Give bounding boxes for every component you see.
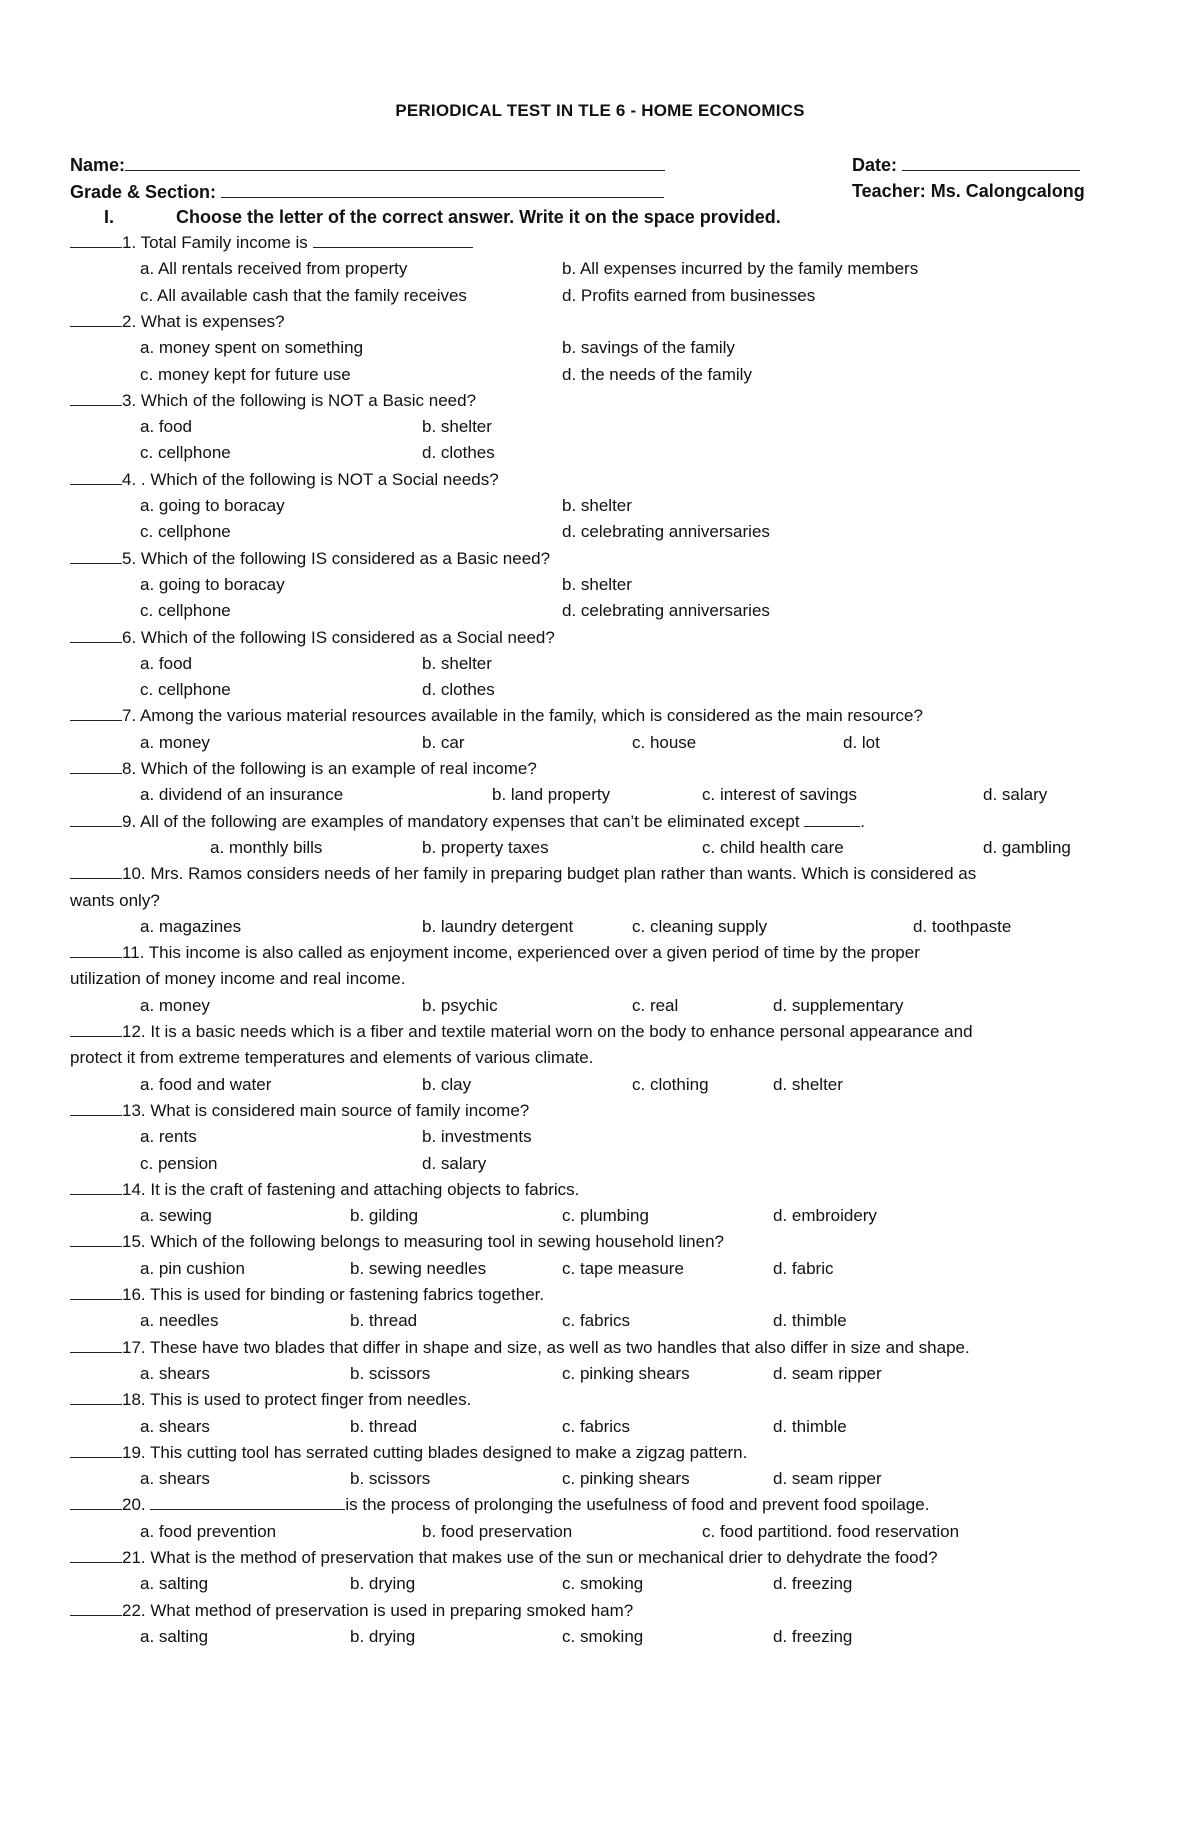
answer-option: a. rents xyxy=(140,1127,197,1147)
answer-option: b. scissors xyxy=(350,1469,431,1489)
question-text: 20. xyxy=(122,1495,151,1515)
answer-option: a. salting xyxy=(140,1574,209,1594)
answer-option: a. food prevention xyxy=(140,1521,277,1541)
question-text: 15. Which of the following belongs to measuring tool in sewing household linen? xyxy=(122,1232,724,1252)
answer-option: d. clothes xyxy=(422,443,495,463)
question-stem xyxy=(70,1494,929,1516)
answer-blank[interactable] xyxy=(70,1442,122,1458)
answer-option: b. All expenses incurred by the family members xyxy=(562,259,919,279)
answer-option: c. child health care xyxy=(702,837,844,857)
question-stem xyxy=(70,390,476,412)
section-instruction: Choose the letter of the correct answer. Write it on the space provided. xyxy=(176,207,781,227)
answer-blank[interactable] xyxy=(70,1494,122,1510)
answer-blank[interactable] xyxy=(70,1179,122,1195)
fill-in-blank[interactable] xyxy=(313,232,473,248)
answer-option: d. supplementary xyxy=(773,995,904,1015)
question-text: 4. . Which of the following is NOT a Social needs? xyxy=(122,469,499,489)
answer-option: b. investments xyxy=(422,1127,532,1147)
answer-option: c. tape measure xyxy=(562,1258,684,1278)
question-stem xyxy=(70,1337,970,1359)
question-stem xyxy=(70,811,865,833)
answer-option: d. salary xyxy=(983,785,1048,805)
question-stem xyxy=(70,1100,529,1122)
answer-blank[interactable] xyxy=(70,1600,122,1616)
answer-blank[interactable] xyxy=(70,705,122,721)
date-field-row xyxy=(852,153,1080,176)
answer-option: a. going to boracay xyxy=(140,496,285,515)
answer-option: a. money xyxy=(140,732,210,752)
answer-option: d. thimble xyxy=(773,1311,847,1331)
answer-blank[interactable] xyxy=(70,469,122,485)
answer-option: d. celebrating anniversaries xyxy=(562,601,770,621)
grade-field-row xyxy=(70,180,664,203)
question-stem xyxy=(70,1389,471,1411)
answer-option: a. sewing xyxy=(140,1206,212,1226)
question-text: 8. Which of the following is an example of real income? xyxy=(122,759,537,778)
answer-option: d. clothes xyxy=(422,680,495,700)
answer-blank[interactable] xyxy=(70,232,122,248)
answer-blank[interactable] xyxy=(70,1284,122,1300)
answer-blank[interactable] xyxy=(70,1337,122,1353)
answer-blank[interactable] xyxy=(70,758,122,774)
answer-blank[interactable] xyxy=(70,1547,122,1563)
answer-option: b. clay xyxy=(422,1074,472,1094)
question-stem xyxy=(70,1442,747,1464)
answer-option: d. seam ripper xyxy=(773,1363,882,1383)
answer-option: b. drying xyxy=(350,1626,416,1646)
fill-in-blank[interactable] xyxy=(150,1494,345,1510)
answer-option: a. shears xyxy=(140,1363,210,1383)
answer-option: a. shears xyxy=(140,1416,210,1436)
answer-option: a. magazines xyxy=(140,916,242,936)
answer-option: d. embroidery xyxy=(773,1206,877,1226)
answer-option: a. food and water xyxy=(140,1074,272,1094)
question-text: 9. All of the following are examples of mandatory expenses that can’t be eliminated except xyxy=(122,811,805,831)
answer-option: d. lot xyxy=(843,732,880,752)
question-stem xyxy=(70,548,550,570)
page-title: PERIODICAL TEST IN TLE 6 - HOME ECONOMICS xyxy=(395,101,805,120)
answer-option: a. food xyxy=(140,417,192,437)
answer-option: b. savings of the family xyxy=(562,338,735,358)
name-label: Name: xyxy=(70,155,126,175)
answer-option: c. house xyxy=(632,732,697,752)
question-text: 6. Which of the following IS considered as a Social need? xyxy=(122,627,555,647)
answer-option: d. freezing xyxy=(773,1574,853,1594)
teacher-label: Teacher: Ms. Calongcalong xyxy=(852,181,1085,201)
answer-option: b. laundry detergent xyxy=(422,916,574,936)
answer-blank[interactable] xyxy=(70,390,122,406)
question-stem xyxy=(70,311,285,333)
answer-option: c. cellphone xyxy=(140,522,231,542)
answer-option: a. dividend of an insurance xyxy=(140,785,344,805)
question-stem xyxy=(70,1231,724,1253)
question-stem xyxy=(70,469,499,491)
answer-option: a. money spent on something xyxy=(140,338,364,358)
question-continuation: protect it from extreme temperatures and elements of various climate. xyxy=(70,1048,594,1068)
answer-option: a. pin cushion xyxy=(140,1258,245,1278)
answer-option: c. All available cash that the family receives xyxy=(140,285,467,305)
question-text: 11. This income is also called as enjoyment income, experienced over a given period of time by the proper xyxy=(122,943,920,963)
answer-option: d. gambling xyxy=(983,837,1071,857)
answer-option: a. All rentals received from property xyxy=(140,259,408,279)
answer-option: b. psychic xyxy=(422,995,498,1015)
answer-blank[interactable] xyxy=(70,548,122,564)
answer-option: b. shelter xyxy=(422,653,492,673)
answer-option: d. fabric xyxy=(773,1258,834,1278)
answer-option: a. salting xyxy=(140,1626,209,1646)
answer-option: c. plumbing xyxy=(562,1206,649,1226)
answer-blank[interactable] xyxy=(70,1021,122,1037)
date-label: Date: xyxy=(852,155,898,175)
answer-option: b. sewing needles xyxy=(350,1258,487,1278)
name-field-row xyxy=(70,153,665,176)
question-text: 16. This is used for binding or fastening fabrics together. xyxy=(122,1285,545,1304)
answer-option: d. toothpaste xyxy=(913,916,1012,936)
answer-option: c. clothing xyxy=(632,1074,709,1094)
question-stem xyxy=(70,232,473,254)
answer-option: d. salary xyxy=(422,1153,487,1173)
answer-option: d. freezing xyxy=(773,1626,853,1646)
answer-blank[interactable] xyxy=(70,1100,122,1116)
answer-option: d. shelter xyxy=(773,1074,843,1094)
answer-option: c. food partitiond. food reservation xyxy=(702,1521,960,1541)
question-text: 7. Among the various material resources available in the family, which is considered as the main resource? xyxy=(122,706,923,726)
question-text: 17. These have two blades that differ in shape and size, as well as two handles that also differ in size and shape. xyxy=(122,1337,970,1357)
question-stem xyxy=(70,627,555,649)
question-text: 10. Mrs. Ramos considers needs of her family in preparing budget plan rather than wants. Which is considered as xyxy=(122,864,977,884)
answer-option: b. food preservation xyxy=(422,1521,573,1541)
answer-option: c. cellphone xyxy=(140,680,231,700)
answer-option: a. going to boracay xyxy=(140,574,285,594)
answer-option: b. property taxes xyxy=(422,837,549,857)
answer-option: d. the needs of the family xyxy=(562,364,752,384)
answer-option: b. gilding xyxy=(350,1206,419,1226)
answer-option: c. fabrics xyxy=(562,1311,631,1331)
answer-option: b. thread xyxy=(350,1416,418,1436)
question-stem xyxy=(70,942,920,964)
name-blank[interactable] xyxy=(125,153,665,171)
answer-option: a. monthly bills xyxy=(210,837,323,857)
question-stem xyxy=(70,863,976,885)
answer-option: a. shears xyxy=(140,1469,210,1489)
answer-option: d. celebrating anniversaries xyxy=(562,522,770,542)
answer-blank[interactable] xyxy=(70,1231,122,1247)
question-stem xyxy=(70,705,923,727)
answer-option: b. scissors xyxy=(350,1363,431,1383)
answer-option: a. needles xyxy=(140,1311,219,1331)
answer-blank[interactable] xyxy=(70,942,122,958)
answer-option: a. food xyxy=(140,653,192,673)
answer-option: c. cellphone xyxy=(140,601,231,621)
answer-option: c. money kept for future use xyxy=(140,364,351,384)
answer-option: c. interest of savings xyxy=(702,785,857,805)
question-text: 19. This cutting tool has serrated cutting blades designed to make a zigzag pattern. xyxy=(122,1442,748,1462)
answer-option: c. fabrics xyxy=(562,1416,631,1436)
answer-option: d. seam ripper xyxy=(773,1469,882,1489)
question-stem xyxy=(70,1021,973,1043)
answer-option: b. land property xyxy=(492,785,611,805)
grade-section-label: Grade & Section: xyxy=(70,182,217,202)
answer-option: c. cellphone xyxy=(140,443,231,463)
fill-in-blank[interactable] xyxy=(804,811,860,827)
question-stem xyxy=(70,1547,938,1569)
answer-blank[interactable] xyxy=(70,1389,122,1405)
answer-option: b. thread xyxy=(350,1311,418,1331)
date-blank[interactable] xyxy=(902,153,1080,171)
question-text: 5. Which of the following IS considered as a Basic need? xyxy=(122,548,551,568)
section-number: I. xyxy=(104,207,115,227)
answer-blank[interactable] xyxy=(70,863,122,879)
answer-option: b. shelter xyxy=(422,417,492,437)
question-stem xyxy=(70,758,537,780)
answer-option: b. car xyxy=(422,732,465,752)
question-text: 1. Total Family income is xyxy=(122,233,313,252)
question-stem xyxy=(70,1600,633,1622)
answer-option: c. pinking shears xyxy=(562,1469,690,1489)
answer-option: b. shelter xyxy=(562,496,632,515)
question-text: 22. What method of preservation is used in preparing smoked ham? xyxy=(122,1600,634,1620)
answer-option: c. smoking xyxy=(562,1626,644,1646)
question-text: 21. What is the method of preservation that makes use of the sun or mechanical drier to dehydrate the food? xyxy=(122,1548,938,1567)
question-continuation: utilization of money income and real income. xyxy=(70,969,406,989)
answer-option: c. real xyxy=(632,995,679,1015)
question-text: 3. Which of the following is NOT a Basic need? xyxy=(122,390,477,410)
answer-option: b. drying xyxy=(350,1574,416,1594)
answer-option: d. thimble xyxy=(773,1416,847,1436)
question-text: 12. It is a basic needs which is a fiber and textile material worn on the body to enhance personal appearance and xyxy=(122,1022,973,1041)
answer-option: c. pension xyxy=(140,1153,218,1173)
question-stem xyxy=(70,1284,544,1306)
question-text: 18. This is used to protect finger from needles. xyxy=(122,1390,472,1410)
question-stem xyxy=(70,1179,579,1201)
question-text: 2. What is expenses? xyxy=(122,311,285,331)
question-text-tail: is the process of prolonging the usefulness of food and prevent food spoilage. xyxy=(345,1495,930,1515)
answer-blank[interactable] xyxy=(70,627,122,643)
answer-option: c. smoking xyxy=(562,1574,644,1594)
grade-section-blank[interactable] xyxy=(221,180,664,198)
answer-option: b. shelter xyxy=(562,574,632,594)
answer-blank[interactable] xyxy=(70,811,122,827)
answer-blank[interactable] xyxy=(70,311,122,327)
answer-option: c. cleaning supply xyxy=(632,916,768,936)
question-text: 14. It is the craft of fastening and attaching objects to fabrics. xyxy=(122,1179,580,1199)
answer-option: a. money xyxy=(140,995,210,1015)
question-text-tail: . xyxy=(860,811,866,831)
answer-option: c. pinking shears xyxy=(562,1363,690,1383)
question-text: 13. What is considered main source of family income? xyxy=(122,1100,530,1120)
question-continuation: wants only? xyxy=(70,890,160,910)
answer-option: d. Profits earned from businesses xyxy=(562,285,816,305)
